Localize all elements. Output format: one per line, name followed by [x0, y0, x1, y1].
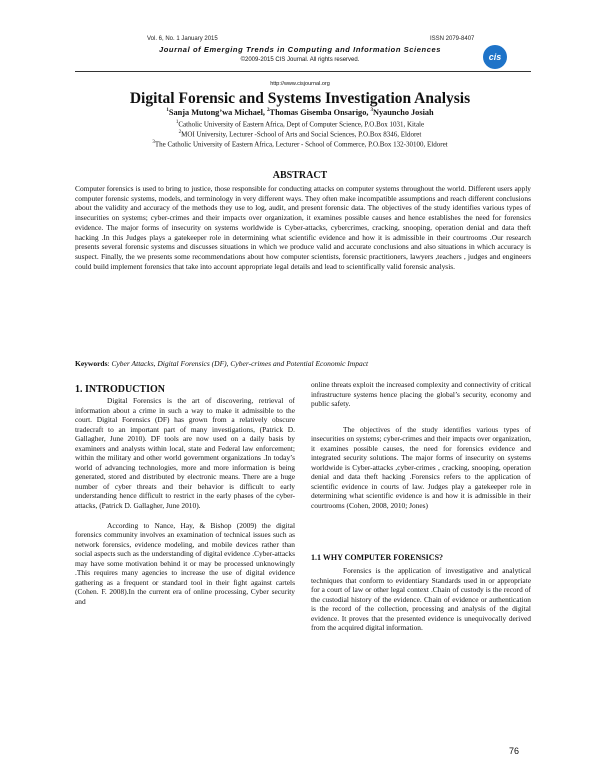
intro-paragraph-1: Digital Forensics is the art of discovering, retrieval of information about a crime in such a way to make it admissible to the court. Digital Forensics (DF) has grown from a relatively obscure tradecraft to an important part of many investigations, (Patrick D. Gallagher, June 2010). DF tools are now used on a daily basis by examiners and analysts within local, state and Federal law enforcement; within the military and other world government organizations .In today’s world of advancing technologies, more and more information is being generated, stored and distributed by electronic means. There are a huge number of cyber threats and their behavior is difficult to early understanding hence difficult to restrict in the early phases of the cyber-attacks, (Patrick D. Gallagher, June 2010).: [75, 396, 295, 511]
author-list: [0, 108, 600, 117]
affiliation-1-text: Catholic University of Eastern Africa, Dept of Computer Science, P.O.Box 1031, Kitale: [178, 120, 425, 129]
intro-paragraph-2: According to Nance, Hay, & Bishop (2009) the digital forensics community involves an examination of technical issues such as network forensics, evidence modeling, and mobile devices rather than social aspects such as the understanding of digital evidence .Cyber-attacks may have some motivation behind it or may be processed unknowingly .This requires many agencies to increase the use of digital evidence gathering as a frequent or standard tool in their fight against cartels (Cohen. F. 2008).In the current era of online processing, Cyber security and: [75, 520, 295, 606]
author-1: Sanja Mutong’wa Michael,: [168, 108, 268, 117]
affiliation-1-num: 1: [175, 120, 179, 125]
keywords-text: Cyber Attacks, Digital Forensics (DF), Cyber-crimes and Potential Economic Impact: [111, 359, 369, 368]
paper-title: Digital Forensic and Systems Investigation Analysis: [129, 90, 471, 107]
keywords-label: Keywords: [75, 359, 108, 368]
affiliation-3: [0, 140, 600, 148]
author-2-num: 2: [267, 108, 270, 114]
copyright: ©2009-2015 CIS Journal. All rights reserved.: [240, 57, 360, 63]
abstract-text: Computer forensics is used to bring to justice, those responsible for conducting attacks on computer systems throughout the world. Different users apply computer forensic systems, models, and terminology in very different ways. They often make incompatible assumptions and reach different conclusions about the validity and accuracy of the methods they use to log, audit, and present forensic data. The objectives of the study identifies various types of insecurities on systems; cyber-crimes and their impacts over organization, it examines possible causes and hence establishes the need for forensics evidence. The major forms of insecurity on systems worldwide is Cyber-attacks, cybercrimes, cracking, snooping, operation denial and data theft hacking .In this Judges plays a gatekeeper role in determining what scientific evidence and how it is admissible in their courtrooms .Our research presents several forensic systems and discusses situations in which we produce valid and accurate conclusions and also situations in which accuracy is suspect. Finally, the we presents some recommendations about how computer scientists, forensic practitioners, lawyers ,teachers , judges and engineers could build implement forensics that take into account appropriate legal details and lead to scientifically valid forensic analysis.: [75, 184, 531, 271]
keywords: Keywords: Cyber Attacks, Digital Forensics (DF), Cyber-crimes and Potential Economic Impact: [75, 359, 369, 368]
issn: ISSN 2079-8407: [430, 36, 475, 42]
affiliation-2: [0, 130, 600, 138]
author-2: Thomas Gisemba Onsarigo,: [269, 108, 371, 117]
author-1-num: 1: [166, 108, 169, 114]
section-1-1-heading: 1.1 WHY COMPUTER FORENSICS?: [311, 553, 444, 562]
affiliation-3-text: The Catholic University of Eastern Africa, Lecturer - School of Commerce, P.O.Box 132-30100, Eldoret: [154, 140, 448, 149]
journal-logo: [483, 45, 507, 69]
affiliation-2-text: MOI University, Lecturer -School of Arts and Social Sciences, P.O.Box 8346, Eldoret: [181, 130, 422, 139]
author-3: Nyauncho Josiah: [373, 108, 434, 117]
section-1-1-paragraph: Forensics is the application of investigative and analytical techniques that conform to evidentiary Standards used in or appropriate for a court of law or other legal context .Chain of custody is the record of the custodial history of the evidence. Chain of evidence or authentication is the record of the collection, processing and analysis of the digital evidence. It proves that the presented evidence is unequivocally derived from the acquired digital information.: [311, 566, 531, 633]
journal-url[interactable]: http://www.cisjournal.org: [270, 81, 330, 87]
logo-text: cis: [488, 52, 502, 62]
volume-info: Vol. 6, No. 1 January 2015: [147, 36, 218, 42]
intro-paragraph-3: online threats exploit the increased complexity and connectivity of critical infrastructure systems hence placing the global’s security, economy and public safety.: [311, 380, 531, 409]
author-3-num: 3: [370, 108, 373, 114]
intro-paragraph-4: The objectives of the study identifies various types of insecurities on systems; cyber-crimes and their impacts over organization, it examines possible causes, the need for forensics evidence and integrated security solutions. The major forms of insecurity on systems worldwide is Cyber-attacks ,cyber-crimes , cracking, snooping, operation denial and data theft hacking .Forensics refers to the application of scientific evidence in courts of law. Judges play a gatekeeper role in determining what scientific evidence is and how it is admissible in their courtrooms (Cohen, 2008, 2010; Jones): [311, 424, 531, 511]
right-column: [311, 380, 531, 511]
affiliation-1: [0, 120, 600, 128]
affiliation-3-num: 3: [152, 140, 155, 145]
journal-name: Journal of Emerging Trends in Computing and Information Sciences: [158, 45, 442, 54]
affiliation-2-num: 2: [178, 130, 182, 135]
section-introduction-heading: 1. INTRODUCTION: [75, 384, 166, 395]
abstract-heading: ABSTRACT: [272, 170, 328, 181]
section-1-1-body: [311, 566, 531, 633]
page-number: 76: [509, 746, 520, 756]
header-rule: [75, 71, 531, 72]
left-column: [75, 396, 295, 606]
